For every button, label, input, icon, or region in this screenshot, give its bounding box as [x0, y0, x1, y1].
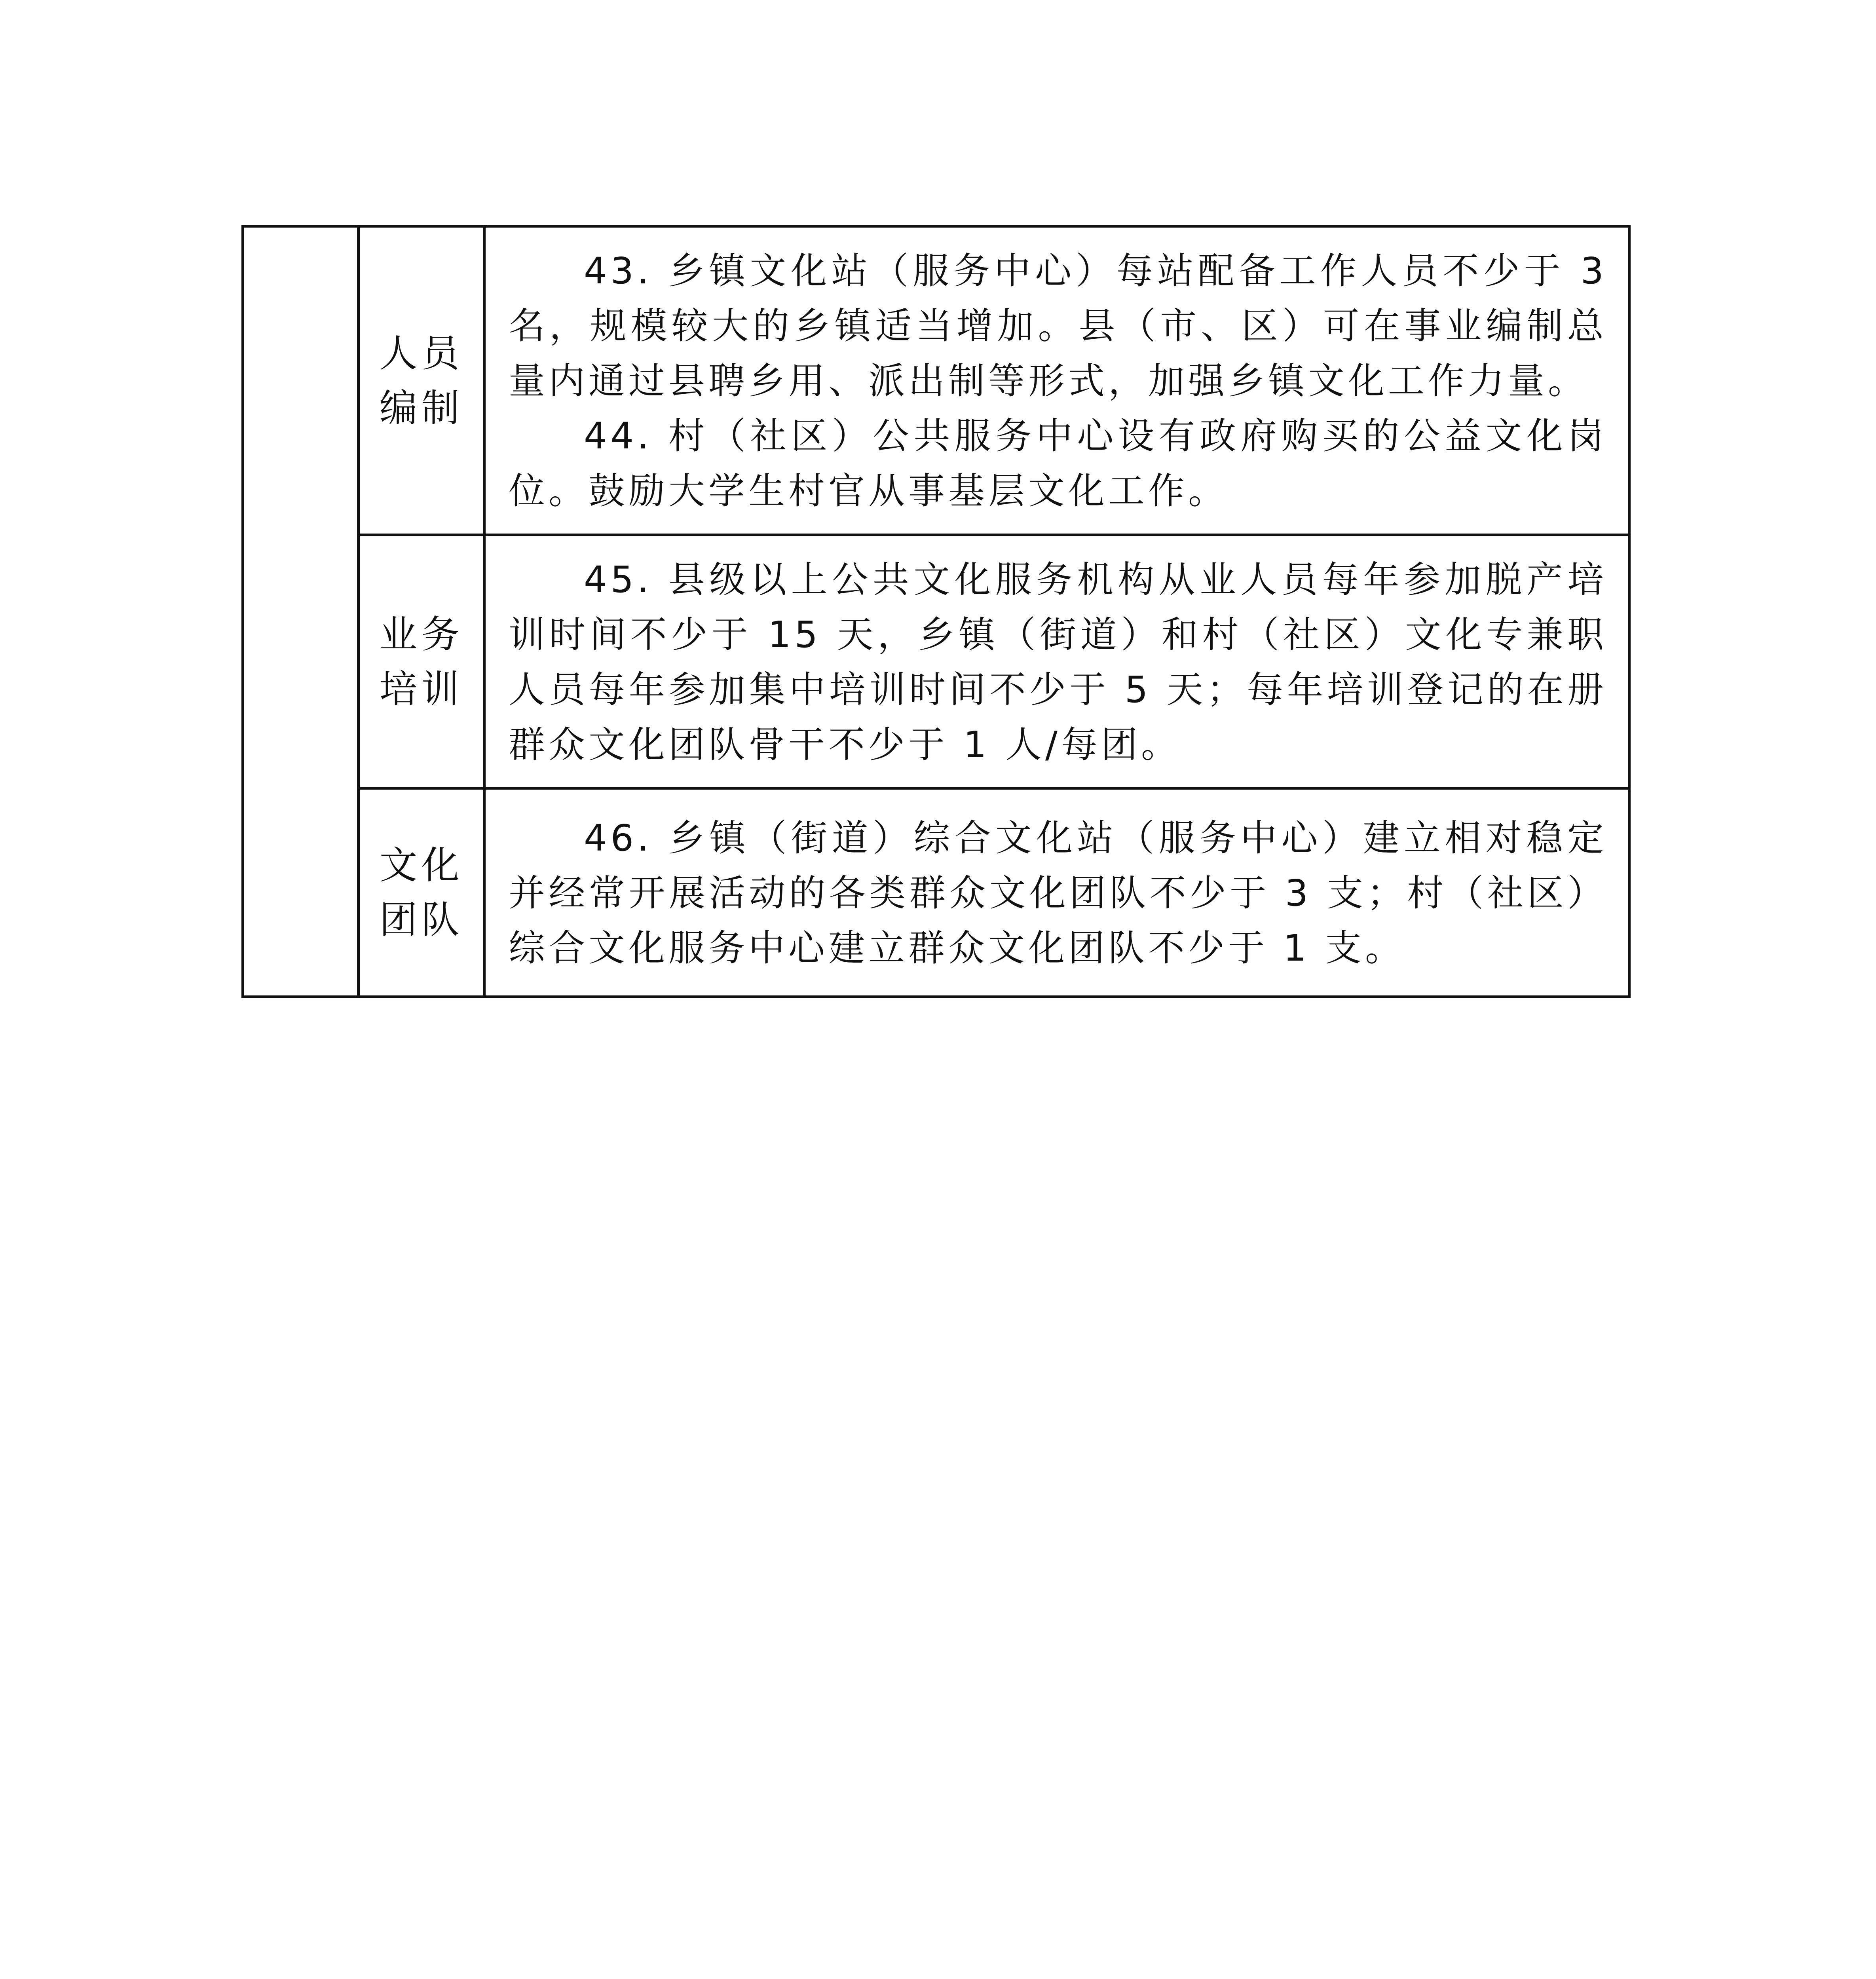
standard-item-43: 43. 乡镇文化站（服务中心）每站配备工作人员不少于 3 名，规模较大的乡镇适当增加。县（市、区）可在事业编制总量内通过县聘乡用、派出制等形式，加强乡镇文化工作力量。 [509, 250, 1607, 402]
category-label-line1: 文化 [379, 843, 463, 887]
category-label-line1: 人员 [379, 331, 463, 376]
category-label-line2: 团队 [379, 898, 463, 942]
table-row [243, 535, 1629, 788]
standards-table [241, 225, 1631, 998]
category-cell [359, 535, 484, 788]
content-cell [484, 788, 1629, 997]
category-label-line1: 业务 [379, 612, 463, 657]
content-cell [484, 226, 1629, 535]
table-row [243, 788, 1629, 997]
category-cell [359, 788, 484, 997]
merged-blank-cell [243, 226, 359, 997]
content-cell [484, 535, 1629, 788]
standard-item-45: 45. 县级以上公共文化服务机构从业人员每年参加脱产培训时间不少于 15 天，乡镇（街道）和村（社区）文化专兼职人员每年参加集中培训时间不少于 5 天；每年培训登记的在册群众文化团队骨干不少于 1 人/每团。 [509, 558, 1607, 766]
table-row [243, 226, 1629, 535]
standard-item-46: 46. 乡镇（街道）综合文化站（服务中心）建立相对稳定并经常开展活动的各类群众文化团队不少于 3 支；村（社区）综合文化服务中心建立群众文化团队不少于 1 支。 [509, 817, 1607, 969]
category-label-line2: 培训 [379, 667, 463, 711]
standard-item-44: 44. 村（社区）公共服务中心设有政府购买的公益文化岗位。鼓励大学生村官从事基层文化工作。 [509, 415, 1607, 512]
category-label-line2: 编制 [379, 386, 463, 430]
category-cell [359, 226, 484, 535]
